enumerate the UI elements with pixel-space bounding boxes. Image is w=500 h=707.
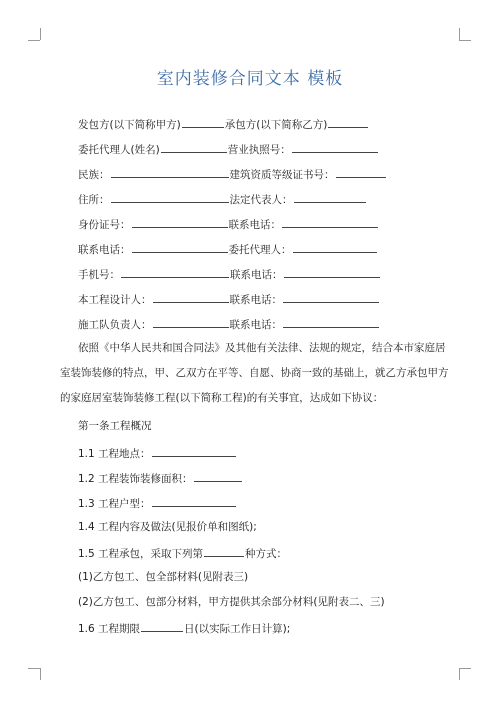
option-2: (2)乙方包工、包部分材料，甲方提供其余部分材料(见附表二、三) bbox=[78, 596, 385, 608]
label-mobile: 手机号： bbox=[78, 269, 120, 281]
blank-field[interactable] bbox=[284, 266, 380, 278]
item-1-1 bbox=[78, 445, 237, 461]
blank-field[interactable] bbox=[283, 316, 379, 328]
item-1-6-label: 1.6 工程期限 bbox=[78, 623, 141, 635]
party-line-2 bbox=[78, 141, 379, 157]
blank-field[interactable] bbox=[132, 241, 228, 253]
label-phone: 联系电话： bbox=[230, 269, 283, 281]
item-1-2 bbox=[78, 470, 243, 486]
article-1-heading: 第一条工程概况 bbox=[78, 420, 152, 432]
crop-mark-top-right-h bbox=[459, 40, 471, 41]
blank-field[interactable] bbox=[152, 495, 236, 507]
label-contractor: 承包方(以下简称乙方) bbox=[224, 119, 328, 131]
option-1: (1)乙方包工、包全部材料(见附表三) bbox=[78, 571, 249, 583]
label-phone: 联系电话： bbox=[229, 319, 282, 331]
item-1-2-label: 1.2 工程装饰装修面积： bbox=[78, 473, 193, 485]
crop-mark-bottom-left-h bbox=[28, 668, 40, 669]
blank-field[interactable] bbox=[141, 620, 183, 632]
label-phone: 联系电话： bbox=[229, 294, 282, 306]
party-line-5 bbox=[78, 216, 379, 232]
blank-field[interactable] bbox=[194, 470, 242, 482]
blank-field[interactable] bbox=[111, 191, 229, 203]
blank-field[interactable] bbox=[161, 141, 227, 153]
label-id-number: 身份证号： bbox=[78, 219, 131, 231]
label-legal-rep: 法定代表人： bbox=[229, 194, 293, 206]
blank-field[interactable] bbox=[111, 166, 229, 178]
intro-line-1: 依照《中华人民共和国合同法》及其他有关法律、法规的规定，结合本市家庭居 bbox=[78, 342, 446, 354]
label-qualification-cert: 建筑资质等级证书号： bbox=[229, 169, 335, 181]
item-1-1-label: 1.1 工程地点： bbox=[78, 448, 151, 460]
blank-field[interactable] bbox=[182, 116, 224, 128]
blank-field[interactable] bbox=[152, 445, 236, 457]
blank-field[interactable] bbox=[293, 241, 377, 253]
party-line-9 bbox=[78, 316, 380, 332]
intro-line-3: 的家庭居室装饰装修工程(以下简称工程)的有关事宜，达成如下协议： bbox=[60, 392, 384, 404]
party-line-8 bbox=[78, 291, 380, 307]
blank-field[interactable] bbox=[153, 316, 229, 328]
label-agent-name: 委托代理人(姓名) bbox=[78, 144, 160, 156]
label-phone: 联系电话： bbox=[228, 219, 281, 231]
item-1-3-label: 1.3 工程户型： bbox=[78, 498, 151, 510]
blank-field[interactable] bbox=[283, 291, 379, 303]
blank-field[interactable] bbox=[132, 216, 228, 228]
crop-mark-bottom-left-v bbox=[40, 668, 41, 680]
document-title: 室内装修合同文本 模板 bbox=[156, 69, 344, 89]
label-crew-leader: 施工队负责人： bbox=[78, 319, 152, 331]
item-1-6-suffix: 日(以实际工作日计算); bbox=[184, 623, 291, 635]
party-line-3 bbox=[78, 166, 387, 182]
label-ethnicity: 民族： bbox=[78, 169, 110, 181]
blank-field[interactable] bbox=[292, 141, 378, 153]
intro-line-2: 室装饰装修的特点，甲、乙双方在平等、自愿、协商一致的基础上，就乙方承包甲方 bbox=[60, 367, 449, 379]
item-1-6 bbox=[78, 620, 290, 636]
crop-mark-top-right-v bbox=[459, 28, 460, 40]
blank-field[interactable] bbox=[336, 166, 386, 178]
label-agent: 委托代理人： bbox=[228, 244, 292, 256]
label-designer: 本工程设计人： bbox=[78, 294, 152, 306]
label-employer: 发包方(以下简称甲方) bbox=[78, 119, 181, 131]
blank-field[interactable] bbox=[328, 116, 368, 128]
blank-field[interactable] bbox=[153, 291, 229, 303]
crop-mark-bottom-right-h bbox=[459, 668, 471, 669]
party-line-1 bbox=[78, 116, 369, 132]
item-1-4: 1.4 工程内容及做法(见报价单和图纸); bbox=[78, 521, 257, 533]
blank-field[interactable] bbox=[282, 216, 378, 228]
label-address: 住所： bbox=[78, 194, 110, 206]
item-1-5-suffix: 种方式： bbox=[245, 548, 288, 560]
item-1-3 bbox=[78, 495, 237, 511]
party-line-7 bbox=[78, 266, 381, 282]
label-phone: 联系电话： bbox=[78, 244, 131, 256]
crop-mark-bottom-right-v bbox=[459, 668, 460, 680]
item-1-5 bbox=[78, 545, 287, 561]
crop-mark-top-left-h bbox=[28, 40, 40, 41]
blank-field[interactable] bbox=[294, 191, 366, 203]
party-line-4 bbox=[78, 191, 367, 207]
label-business-license: 营业执照号： bbox=[227, 144, 291, 156]
item-1-5-label: 1.5 工程承包，采取下列第 bbox=[78, 548, 204, 560]
party-line-6 bbox=[78, 241, 378, 257]
blank-field[interactable] bbox=[121, 266, 229, 278]
blank-field[interactable] bbox=[204, 545, 244, 557]
crop-mark-top-left-v bbox=[40, 28, 41, 40]
